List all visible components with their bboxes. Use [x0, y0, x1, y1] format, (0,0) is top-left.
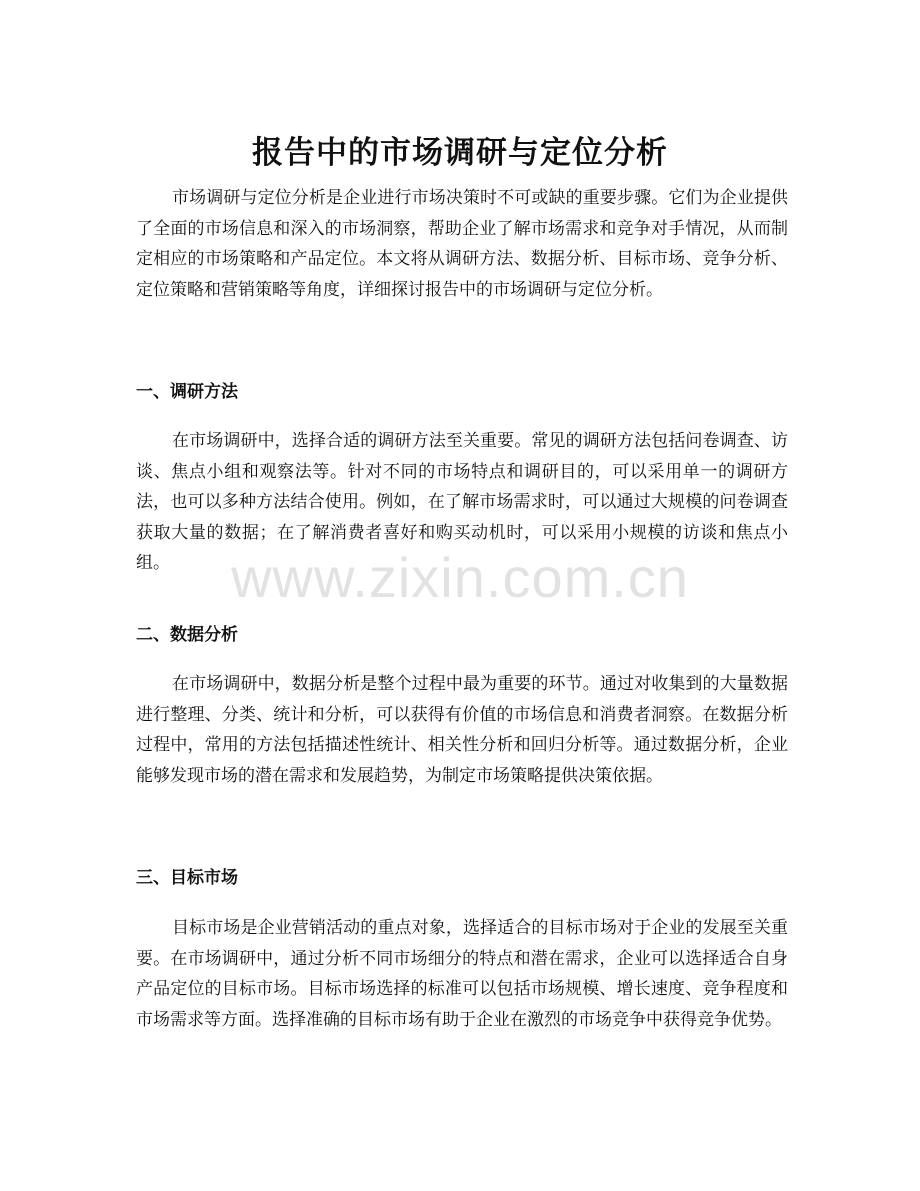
section-body-research-methods: 在市场调研中，选择合适的调研方法至关重要。常见的调研方法包括问卷调查、访谈、焦点小组和观察法等。针对不同的市场特点和调研目的，可以采用单一的调研方法，也可以多种方法结合使用。例如，在了解市场需求时，可以通过大规模的问卷调查获取大量的数据；在了解消费者喜好和购买动机时，可以采用小规模的访谈和焦点小组。 — [136, 431, 788, 573]
page-title: 报告中的市场调研与定位分析 — [252, 134, 668, 171]
section-heading-data-analysis: 二、数据分析 — [136, 625, 238, 645]
section-body-data-analysis: 在市场调研中，数据分析是整个过程中最为重要的环节。通过对收集到的大量数据进行整理、分类、统计和分析，可以获得有价值的市场信息和消费者洞察。在数据分析过程中，常用的方法包括描述性统计、相关性分析和回归分析等。通过数据分析，企业能够发现市场的潜在需求和发展趋势，为制定市场策略提供决策依据。 — [136, 674, 788, 786]
section-heading-target-market: 三、目标市场 — [136, 868, 238, 888]
watermark: www.zixin.com.cn — [231, 546, 689, 609]
section-body-target-market: 目标市场是企业营销活动的重点对象，选择适合的目标市场对于企业的发展至关重要。在市场调研中，通过分析不同市场细分的特点和潜在需求，企业可以选择适合自身产品定位的目标市场。目标市场选择的标准可以包括市场规模、增长速度、竞争程度和市场需求等方面。选择准确的目标市场有助于企业在激烈的市场竞争中获得竞争优势。 — [136, 918, 788, 1030]
intro-paragraph: 市场调研与定位分析是企业进行市场决策时不可或缺的重要步骤。它们为企业提供了全面的市场信息和深入的市场洞察，帮助企业了解市场需求和竞争对手情况，从而制定相应的市场策略和产品定位。本文将从调研方法、数据分析、目标市场、竞争分析、定位策略和营销策略等角度，详细探讨报告中的市场调研与定位分析。 — [136, 188, 788, 300]
section-heading-research-methods: 一、调研方法 — [136, 382, 238, 402]
